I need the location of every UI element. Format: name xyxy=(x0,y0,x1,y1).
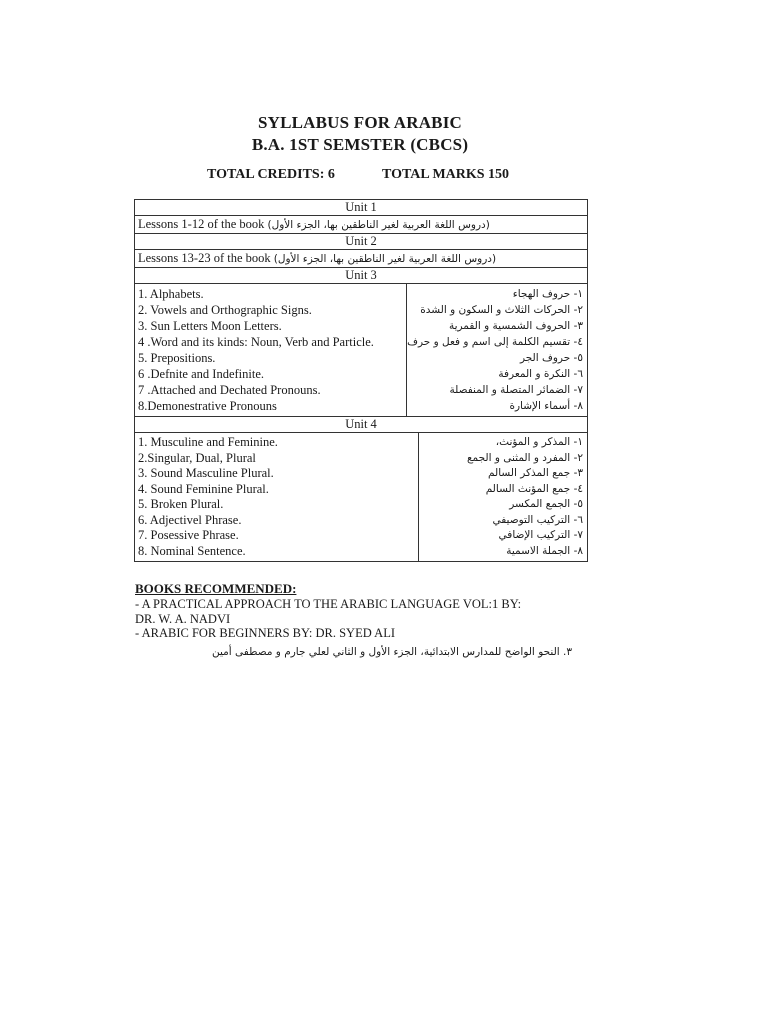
unit-4-topics-arabic xyxy=(419,433,587,561)
list-item: 1. Musculine and Feminine. xyxy=(138,435,278,449)
syllabus-table xyxy=(134,199,588,562)
list-item: 5. Broken Plural. xyxy=(138,497,224,511)
list-item: 6. Adjectivel Phrase. xyxy=(138,512,242,527)
list-item: 4 .Word and its kinds: Noun, Verb and Particle. xyxy=(138,335,374,349)
unit-4-topics xyxy=(135,433,587,561)
unit-4-heading: Unit 4 xyxy=(135,417,587,433)
list-item: ٨- الجملة الاسمية xyxy=(506,544,583,557)
list-item: ٨- أسماء الإشارة xyxy=(509,400,583,412)
book-entry-1: - A PRACTICAL APPROACH TO THE ARABIC LANGUAGE VOL:1 BY: xyxy=(135,597,522,611)
list-item: ٧- الضمائر المتصلة و المنفصلة xyxy=(449,384,583,396)
unit-1-heading: Unit 1 xyxy=(135,200,587,216)
list-item: 3. Sound Masculine Plural. xyxy=(138,466,274,480)
list-item: ٤- جمع المؤنث السالم xyxy=(485,482,583,495)
list-item: 8.Demonestrative Pronouns xyxy=(138,399,277,413)
list-item: 3. Sun Letters Moon Letters. xyxy=(138,319,282,333)
unit-2-lessons-ar: (دروس اللغة العربية لغير الناطقين بها، الجزء الأول) xyxy=(273,253,497,265)
list-item: ٢- الحركات الثلاث و السكون و الشدة xyxy=(420,304,583,316)
title-line-2: B.A. 1ST SEMSTER (CBCS) xyxy=(251,135,469,154)
list-item: ٦- التركيب التوصيفي xyxy=(492,513,583,526)
unit-4-topics-english xyxy=(135,433,419,561)
list-item: 2.Singular, Dual, Plural xyxy=(138,450,256,465)
list-item: 1. Alphabets. xyxy=(138,287,204,301)
list-item: ١- حروف الهجاء xyxy=(512,288,583,300)
unit-3-topics-english xyxy=(135,284,407,416)
unit-1-lessons-en: Lessons 1-12 of the book xyxy=(138,217,268,231)
unit-1-lessons-ar: (دروس اللغة العربية لغير الناطقين بها، الجزء الأول) xyxy=(267,219,490,231)
unit-2-heading: Unit 2 xyxy=(135,234,587,250)
list-item: ٣- الحروف الشمسية و القمرية xyxy=(448,320,583,332)
list-item: ٥- الجمع المكسر xyxy=(509,498,583,510)
list-item: 2. Vowels and Orthographic Signs. xyxy=(138,303,312,317)
books-recommended xyxy=(135,581,605,641)
total-credits: TOTAL CREDITS: 6 xyxy=(207,167,335,182)
list-item: ٦- النكرة و المعرفة xyxy=(498,368,583,380)
unit-2-lessons-en: Lessons 13-23 of the book xyxy=(138,251,274,265)
book-entry-2: - ARABIC FOR BEGINNERS BY: DR. SYED ALI xyxy=(135,626,395,640)
list-item: 5. Prepositions. xyxy=(138,351,216,365)
list-item: ٥- حروف الجر xyxy=(519,352,583,364)
books-heading: BOOKS RECOMMENDED: xyxy=(135,581,297,596)
list-item: ١- المذكر و المؤنث، xyxy=(495,436,583,448)
list-item: 7. Posessive Phrase. xyxy=(138,528,239,542)
unit-2-lessons xyxy=(135,250,587,268)
total-marks: TOTAL MARKS 150 xyxy=(382,167,510,182)
list-item: 7 .Attached and Dechated Pronouns. xyxy=(138,383,321,397)
unit-3-topics-arabic xyxy=(407,284,587,416)
list-item: ٣- جمع المذكر السالم xyxy=(488,467,583,479)
book-entry-3-arabic: ٣. النحو الواضح للمدارس الابتدائية، الجزء الأول و الثاني لعلي جارم و مصطفى أمين xyxy=(212,646,572,658)
list-item: ٤- تقسيم الكلمة إلى اسم و فعل و حرف xyxy=(407,336,583,348)
list-item: 6 .Defnite and Indefinite. xyxy=(138,367,264,381)
list-item: 4. Sound Feminine Plural. xyxy=(138,481,269,496)
unit-3-heading: Unit 3 xyxy=(135,268,587,284)
unit-3-topics xyxy=(135,284,587,417)
list-item: 8. Nominal Sentence. xyxy=(138,543,246,558)
list-item: ٢- المفرد و المثنى و الجمع xyxy=(466,451,583,464)
list-item: ٧- التركيب الإضافي xyxy=(498,529,583,541)
book-entry-1-author: DR. W. A. NADVI xyxy=(135,611,231,626)
title-line-1: SYLLABUS FOR ARABIC xyxy=(257,113,463,132)
unit-1-lessons xyxy=(135,216,587,234)
